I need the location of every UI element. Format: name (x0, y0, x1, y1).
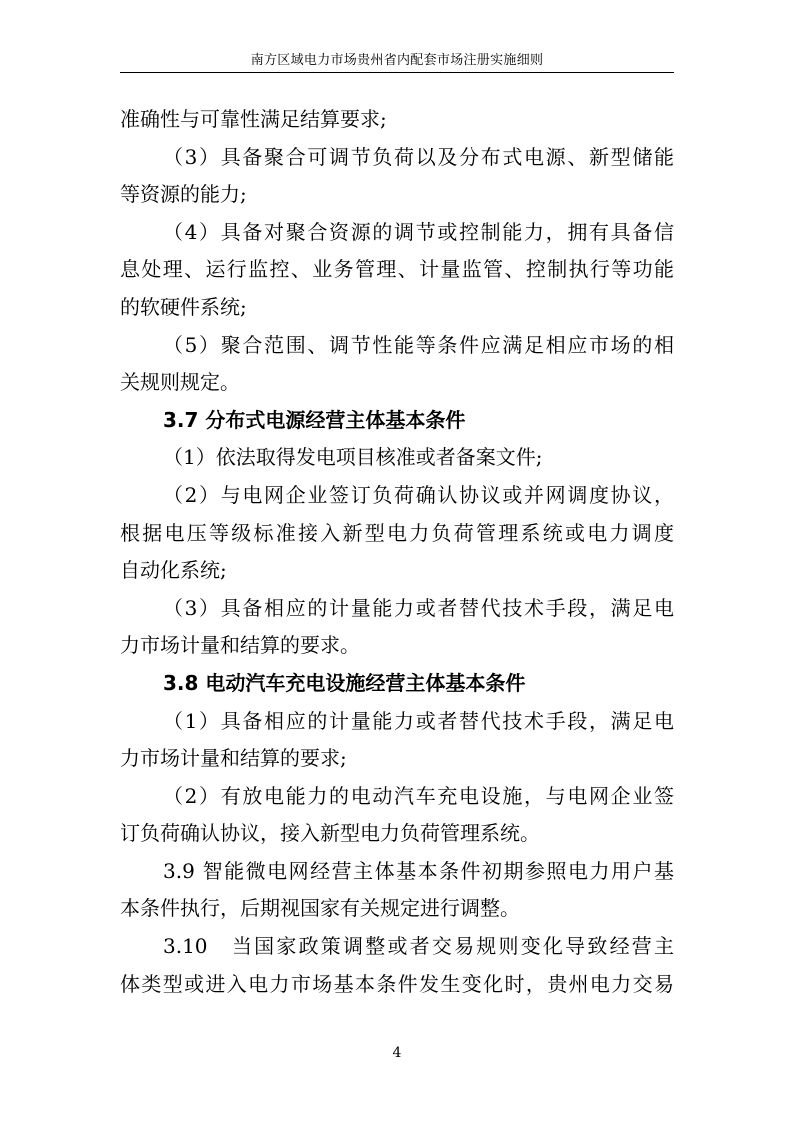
list-item-2: （2）与电网企业签订负荷确认协议或并网调度协议， (163, 482, 674, 507)
list-item-1: （1）依法取得发电项目核准或者备案文件; (163, 445, 543, 470)
text-line: 根据电压等级标准接入新型电力负荷管理系统或电力调度 (120, 520, 674, 545)
text-line: 关规则规定。 (120, 370, 240, 395)
list-item-3: （3）具备相应的计量能力或者替代技术手段，满足电 (163, 595, 674, 620)
text-line: 力市场计量和结算的要求; (120, 746, 347, 771)
list-item-1: （1）具备相应的计量能力或者替代技术手段，满足电 (163, 708, 674, 733)
list-item-5: （5）聚合范围、调节性能等条件应满足相应市场的相 (163, 332, 674, 357)
text-line: 息处理、运行监控、业务管理、计量监管、控制执行等功能 (120, 257, 674, 282)
text-line: 订负荷确认协议，接入新型电力负荷管理系统。 (120, 821, 540, 846)
section-heading-3-8: 3.8 电动汽车充电设施经营主体基本条件 (163, 670, 526, 695)
clause-3-10: 3.10 当国家政策调整或者交易规则变化导致经营主 (163, 934, 674, 959)
running-header: 南方区域电力市场贵州省内配套市场注册实施细则 (250, 53, 544, 68)
text-line: 的软硬件系统; (120, 294, 247, 319)
text-line: 体类型或进入电力市场基本条件发生变化时，贵州电力交易 (120, 971, 674, 996)
text-line: 自动化系统; (120, 558, 227, 583)
page-number: 4 (392, 1045, 402, 1061)
text-line: 准确性与可靠性满足结算要求; (120, 107, 387, 131)
section-heading-3-7: 3.7 分布式电源经营主体基本条件 (163, 407, 466, 432)
text-line: 等资源的能力; (120, 182, 247, 207)
clause-3-9: 3.9 智能微电网经营主体基本条件初期参照电力用户基 (163, 858, 674, 883)
list-item-2: （2）有放电能力的电动汽车充电设施，与电网企业签 (163, 783, 674, 808)
text-line: 力市场计量和结算的要求。 (120, 633, 360, 658)
header-divider (120, 72, 674, 73)
document-body (120, 101, 674, 1003)
text-line: 本条件执行，后期视国家有关规定进行调整。 (120, 896, 520, 921)
list-item-4: （4）具备对聚合资源的调节或控制能力，拥有具备信 (163, 219, 674, 244)
list-item-3: （3）具备聚合可调节负荷以及分布式电源、新型储能 (163, 144, 674, 169)
